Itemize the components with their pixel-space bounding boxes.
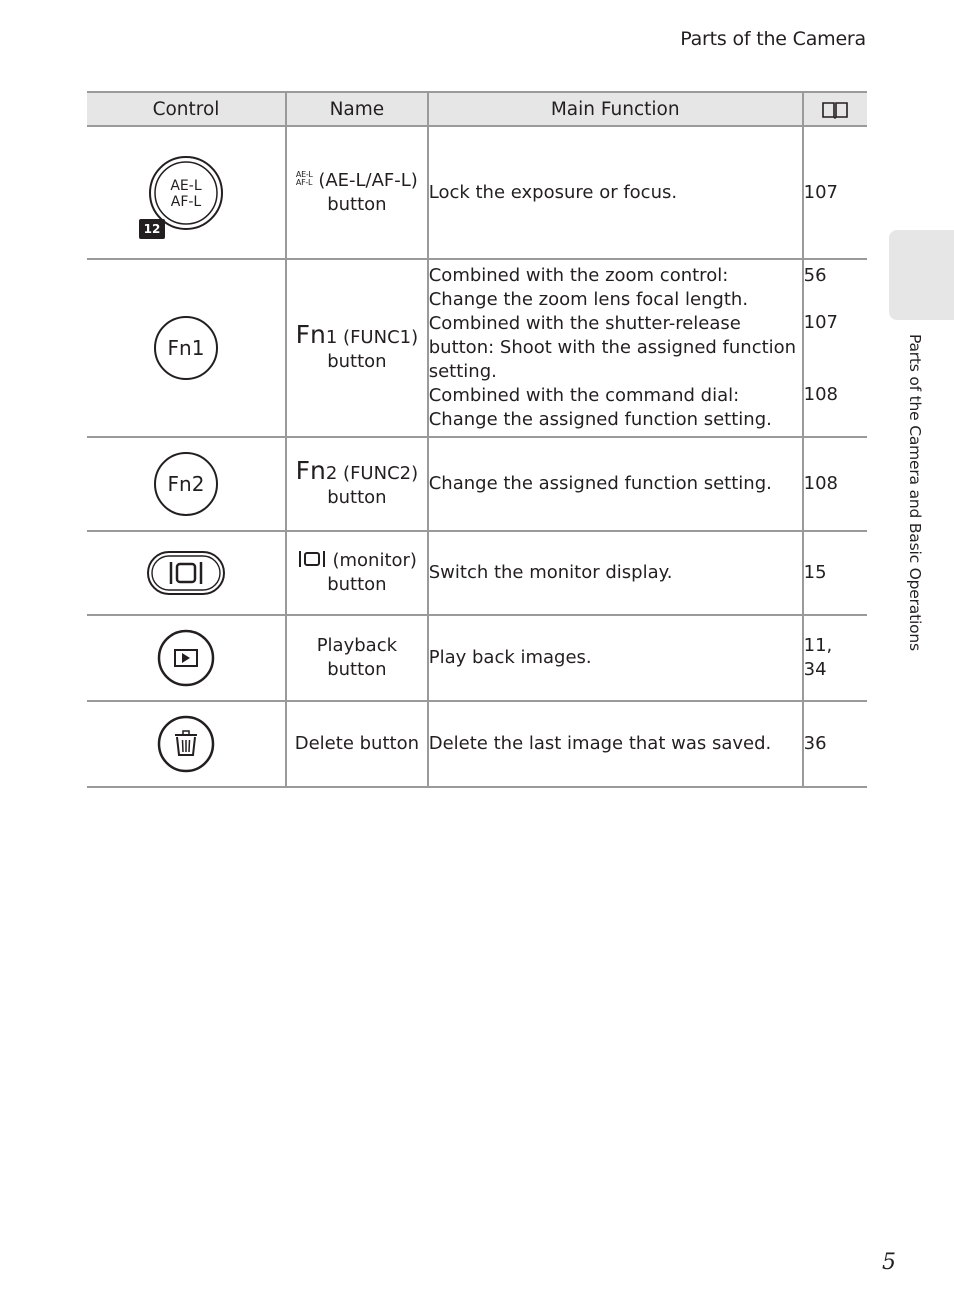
header-reference — [803, 92, 867, 126]
reference-value: 107 — [803, 312, 839, 333]
name-cell — [286, 615, 428, 701]
name-text: Playback — [316, 635, 398, 656]
playback-button-icon — [157, 629, 215, 687]
name-cell — [286, 259, 428, 437]
reference-cell: 36 — [803, 701, 867, 787]
function-line: Combined with the zoom control: Change the zoom lens focal length. — [428, 265, 749, 310]
controls-table — [87, 91, 867, 788]
ae-l-label: AE-L — [170, 177, 202, 194]
control-cell — [87, 259, 286, 437]
fn2-label: Fn2 — [167, 472, 205, 496]
delete-button-icon — [157, 715, 215, 773]
function-cell: Play back images. — [428, 615, 803, 701]
name-text-line2: button — [327, 193, 387, 215]
control-cell — [87, 437, 286, 531]
control-cell — [87, 126, 286, 259]
function-line: Combined with the shutter-release button: Shoot with the assigned function setting. — [428, 313, 797, 382]
fn1-label: Fn1 — [167, 336, 205, 360]
header-control: Control — [87, 92, 286, 126]
reference-cell: 107 — [803, 126, 867, 259]
control-cell — [87, 531, 286, 615]
control-cell — [87, 701, 286, 787]
table-row — [87, 615, 867, 701]
ae-l-af-l-symbol-icon: AE-L AF-L — [295, 169, 313, 187]
name-cell — [286, 531, 428, 615]
fn2-button-icon — [153, 451, 219, 517]
page-number: 5 — [882, 1250, 896, 1275]
name-text-line2: button — [327, 486, 387, 508]
function-cell: Change the assigned function setting. — [428, 437, 803, 531]
reference-value: 11, — [803, 635, 833, 656]
name-cell: Delete button — [286, 701, 428, 787]
table-header-row — [87, 92, 867, 126]
section-side-tab — [889, 230, 954, 320]
af-l-label: AF-L — [170, 193, 202, 210]
table-row — [87, 701, 867, 787]
function-cell: Switch the monitor display. — [428, 531, 803, 615]
fn-symbol: Fn — [295, 455, 326, 485]
name-text: 1 (FUNC1) — [325, 326, 419, 348]
name-text-line2: button — [327, 350, 387, 372]
control-cell — [87, 615, 286, 701]
reference-value: 34 — [803, 659, 827, 680]
reference-value: 56 — [803, 265, 827, 286]
function-line: Combined with the command dial: Change the assigned function setting. — [428, 385, 772, 430]
reference-cell — [803, 615, 867, 701]
name-text: (AE-L/AF-L) — [312, 169, 418, 191]
reference-cell: 108 — [803, 437, 867, 531]
table-row — [87, 531, 867, 615]
monitor-symbol-icon — [297, 549, 327, 569]
function-cell — [428, 259, 803, 437]
monitor-button-icon — [146, 548, 226, 598]
name-cell — [286, 126, 428, 259]
section-side-label: Parts of the Camera and Basic Operations — [906, 334, 924, 651]
header-main-function: Main Function — [428, 92, 803, 126]
reference-cell — [803, 259, 867, 437]
fn1-button-icon — [153, 315, 219, 381]
name-text-line2: button — [327, 574, 387, 595]
table-row — [87, 259, 867, 437]
mode-badge-icon: 12 — [139, 219, 165, 239]
name-text: 2 (FUNC2) — [325, 462, 419, 484]
name-text-line2: button — [327, 659, 387, 680]
table-row — [87, 437, 867, 531]
reference-cell: 15 — [803, 531, 867, 615]
page-header-title: Parts of the Camera — [680, 28, 866, 50]
reference-value: 108 — [803, 384, 839, 405]
function-cell: Lock the exposure or focus. — [428, 126, 803, 259]
header-name: Name — [286, 92, 428, 126]
fn-symbol: Fn — [295, 319, 326, 349]
function-cell: Delete the last image that was saved. — [428, 701, 803, 787]
name-text: (monitor) — [326, 550, 417, 571]
book-reference-icon — [821, 100, 849, 120]
table-row — [87, 126, 867, 259]
name-cell — [286, 437, 428, 531]
